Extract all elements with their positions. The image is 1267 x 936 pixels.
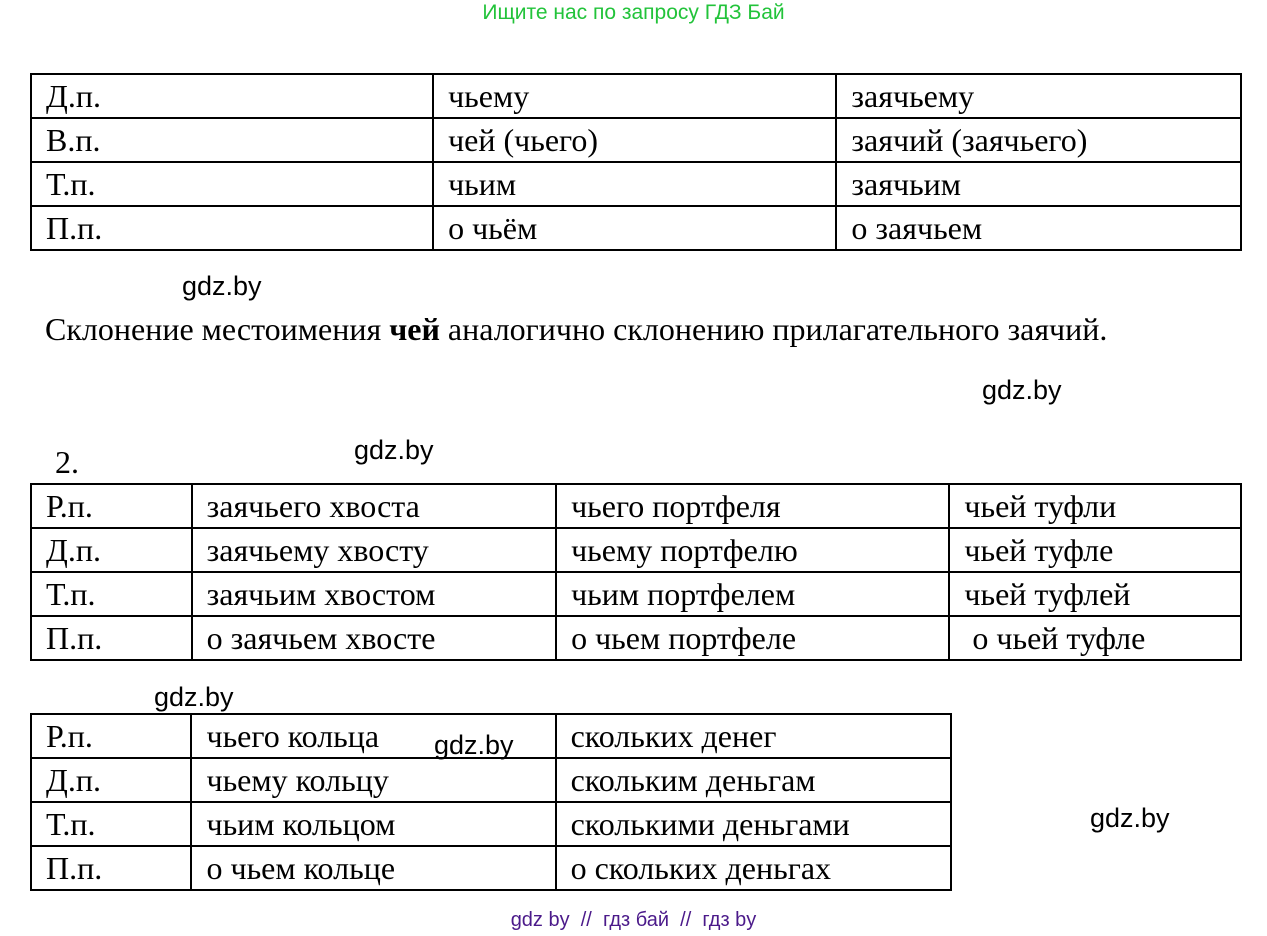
case-label: Р.п. [31,484,192,528]
case-label: П.п. [31,616,192,660]
case-label: П.п. [31,206,433,250]
table-cell: заячьему [836,74,1241,118]
table-cell: чьей туфли [949,484,1241,528]
table-cell: чьему кольцу [191,758,555,802]
table-cell: чьим портфелем [556,572,949,616]
footer-links: gdz by // гдз бай // гдз by [510,909,757,931]
table-row [31,758,951,802]
paragraph-text: Склонение местоимения [45,311,390,347]
table-row [31,802,951,846]
table-cell: о заячьем хвосте [192,616,556,660]
declension-table-1 [30,73,1242,251]
case-label: Д.п. [31,758,191,802]
table-row [31,74,1241,118]
watermark: gdz.by [1090,803,1170,833]
case-label: Д.п. [31,528,192,572]
table-cell: о чьем портфеле [556,616,949,660]
table-cell: заячьего хвоста [192,484,556,528]
table-cell: скольких денег [556,714,951,758]
watermark: gdz.by [982,375,1062,405]
table-row [31,162,1241,206]
case-label: П.п. [31,846,191,890]
case-label: Т.п. [31,572,192,616]
case-label: Д.п. [31,74,433,118]
table-cell: заячьему хвосту [192,528,556,572]
table-cell: чьей туфле [949,528,1241,572]
table-cell: о чьём [433,206,836,250]
table-cell: чьим [433,162,836,206]
table-cell: о чьем кольце [191,846,555,890]
table-cell: чьей туфлей [949,572,1241,616]
declension-table-2 [30,483,1242,661]
table-cell: чьего портфеля [556,484,949,528]
table-cell: сколькими деньгами [556,802,951,846]
table-row [31,484,1241,528]
section-number: 2. [55,444,79,480]
table-cell: о скольких деньгах [556,846,951,890]
table-cell: чьему портфелю [556,528,949,572]
table-cell: о чьей туфле [949,616,1241,660]
table-cell: заячьим [836,162,1241,206]
paragraph-bold: чей [389,311,440,347]
watermark: gdz.by [182,271,262,301]
table-row [31,616,1241,660]
table-row [31,206,1241,250]
table-cell: заячьим хвостом [192,572,556,616]
case-label: Р.п. [31,714,191,758]
case-label: Т.п. [31,802,191,846]
table-cell: чьего кольца [191,714,555,758]
table-cell: о заячьем [836,206,1241,250]
table-row [31,528,1241,572]
search-banner: Ищите нас по запросу ГДЗ Бай [482,1,785,24]
table-cell: чьим кольцом [191,802,555,846]
paragraph-text-end: аналогично склонению прилагательного заячий. [439,311,1108,347]
table-row [31,118,1241,162]
table-cell: скольким деньгам [556,758,951,802]
table-cell: заячий (заячьего) [836,118,1241,162]
case-label: В.п. [31,118,433,162]
table-cell: чьему [433,74,836,118]
paragraph [45,306,1225,352]
watermark: gdz.by [154,682,234,712]
table-row [31,846,951,890]
watermark: gdz.by [434,730,514,760]
table-cell: чей (чьего) [433,118,836,162]
watermark: gdz.by [354,435,434,465]
table-row [31,572,1241,616]
case-label: Т.п. [31,162,433,206]
